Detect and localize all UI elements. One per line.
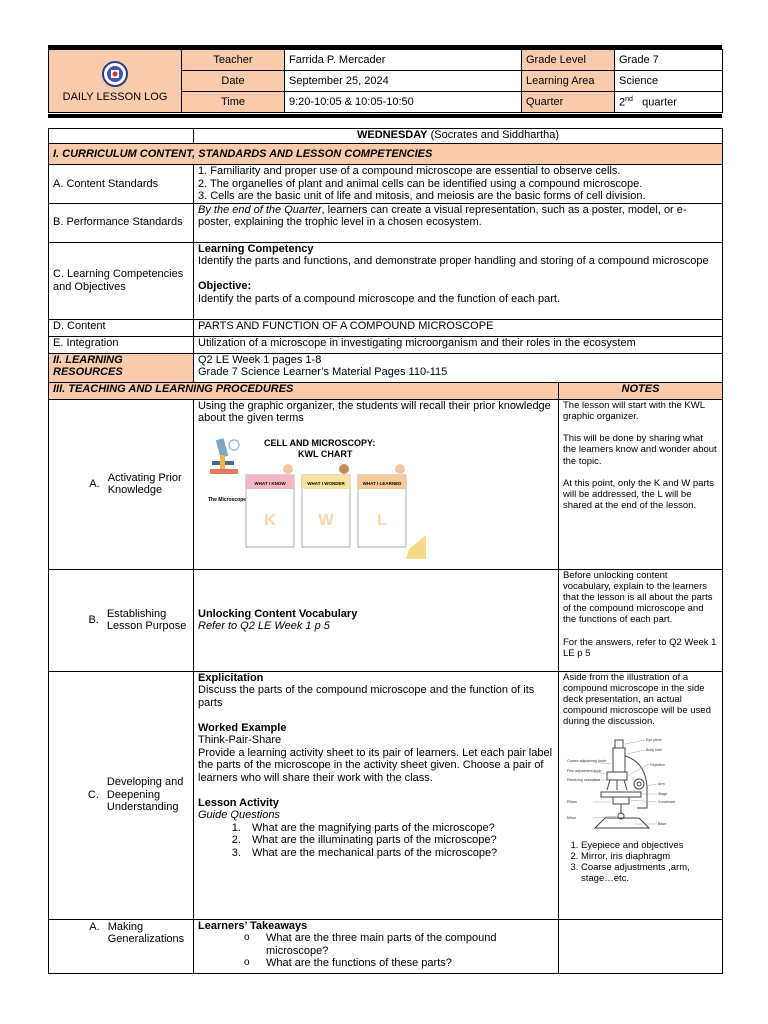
date-label: Date bbox=[182, 71, 285, 92]
diagram-label-mirror: Mirror bbox=[567, 815, 577, 820]
generalizations-label-cell: A. Making Generalizations bbox=[49, 919, 194, 973]
kwl-col-l: WHAT I LEARNED bbox=[362, 480, 402, 486]
guide-question: 3. What are the mechanical parts of the microscope? bbox=[244, 847, 554, 860]
activating-notes: The lesson will start with the KWL graphic organizer. This will be done by sharing what the learners know and wonder about the topic. At this point, only the K and W parts will be addressed, the L will be shared at the end of the lesson. bbox=[559, 399, 723, 569]
diagram-label-nosepiece: Revolving nosepiece bbox=[567, 777, 601, 782]
time-value: 9:20-10:05 & 10:05-10:50 bbox=[285, 92, 522, 113]
kwl-title-1: CELL AND MICROSCOPY: bbox=[264, 437, 376, 448]
takeaway-item: o What are the functions of these parts? bbox=[244, 957, 554, 970]
developing-notes: Aside from the illustration of a compound microscope in the side deck presentation, an actual compound microscope will be used during the discussion. Eye piece Body tube Coarse adjustment knob Fine adjustment knob Revolving nosepiece Objective Arm Stage Condenser Pillars Mirror Base 1. Eyepiece and objectives 2. Mirror, iris diaphragm 3. Coarse adjustments ,arm, stage…etc. bbox=[559, 671, 723, 919]
section-two-heading: II. LEARNING RESOURCES bbox=[49, 353, 194, 382]
competencies-label: C. Learning Competencies and Objectives bbox=[49, 242, 194, 319]
character-icon bbox=[283, 464, 293, 474]
guide-question: 2. What are the illuminating parts of the microscope? bbox=[244, 834, 554, 847]
area-value: Science bbox=[615, 71, 723, 92]
integration-text: Utilization of a microscope in investigating microorganism and their roles in the ecosystem bbox=[194, 336, 723, 353]
header-table bbox=[48, 49, 723, 113]
kwl-col-w: WHAT I WONDER bbox=[307, 480, 345, 486]
activating-label: Activating Prior Knowledge bbox=[107, 471, 182, 496]
diagram-label-base: Base bbox=[658, 821, 667, 826]
guide-question: 1. What are the magnifying parts of the microscope? bbox=[244, 822, 554, 835]
diagram-label-eyepiece: Eye piece bbox=[646, 737, 662, 742]
performance-standards-text: By the end of the Quarter, learners can create a visual representation, such as a poster, model, or e-poster, explaining the trophic level in a chosen ecosystem. bbox=[194, 203, 723, 242]
generalizations-label: Making Generalizations bbox=[107, 920, 185, 945]
takeaway-item: o What are the three main parts of the compound microscope? bbox=[244, 932, 554, 957]
establishing-content: Unlocking Content Vocabulary Refer to Q2 LE Week 1 p 5 bbox=[194, 569, 559, 671]
content-standards-label: A. Content Standards bbox=[49, 165, 194, 204]
content-label: D. Content bbox=[49, 319, 194, 336]
developing-label: Developing and Deepening Understanding bbox=[106, 776, 184, 814]
generalizations-content: Learners’ Takeaways o What are the three main parts of the compound microscope? o What are the functions of these parts? bbox=[194, 919, 559, 973]
grade-label: Grade Level bbox=[522, 50, 615, 71]
section-one-heading: I. CURRICULUM CONTENT, STANDARDS AND LESSON COMPETENCIES bbox=[49, 144, 723, 165]
section-three-heading: III. TEACHING AND LEARNING PROCEDURES bbox=[49, 382, 559, 399]
establishing-notes: Before unlocking content vocabulary, explain to the learners that the lesson is all about the parts of the compound microscope and the functions of each part. For the answers, refer to Q2 Week 1 LE p 5 bbox=[559, 569, 723, 671]
kwl-big-l: L bbox=[377, 511, 387, 529]
guide-questions-list bbox=[198, 822, 554, 860]
performance-standards-label: B. Performance Standards bbox=[49, 203, 194, 242]
kwl-big-w: W bbox=[318, 511, 334, 529]
developing-content: Explicitation Discuss the parts of the compound microscope and the function of its parts Worked Example Think-Pair-Share Provide a learning activity sheet to its pair of learners. Let each pair label the parts of the microscope in the activity sheet given. Choose a pair of learners who will share their work with the class. Lesson Activity Guide Questions 1. What are the magnifying parts of the microscope? 2. What are the illuminating parts of the microscope? 3. What are the mechanical parts of the microscope? bbox=[194, 671, 559, 919]
resources-text: Q2 LE Week 1 pages 1-8 Grade 7 Science Learner’s Material Pages 110-115 bbox=[194, 353, 723, 382]
microscope-diagram-icon bbox=[565, 736, 677, 838]
integration-label: E. Integration bbox=[49, 336, 194, 353]
grade-value: Grade 7 bbox=[615, 50, 723, 71]
day-heading: WEDNESDAY (Socrates and Siddhartha) bbox=[194, 129, 723, 144]
date-value: September 25, 2024 bbox=[285, 71, 522, 92]
kwl-title-2: KWL CHART bbox=[298, 448, 353, 459]
kwl-big-k: K bbox=[264, 511, 276, 529]
quarter-label: Quarter bbox=[522, 92, 615, 113]
time-label: Time bbox=[182, 92, 285, 113]
kwl-chart-illustration bbox=[204, 433, 426, 559]
kwl-side-label: The Microscope bbox=[208, 496, 247, 503]
character-icon bbox=[339, 464, 349, 474]
diagram-label-coarse: Coarse adjustment knob bbox=[567, 758, 606, 763]
diagram-label-fine: Fine adjustment knob bbox=[567, 768, 602, 773]
notes-heading: NOTES bbox=[559, 382, 723, 399]
teacher-value: Farrida P. Mercader bbox=[285, 50, 522, 71]
lesson-table bbox=[48, 128, 723, 974]
content-text: PARTS AND FUNCTION OF A COMPOUND MICROSCOPE bbox=[194, 319, 723, 336]
header-bottom-rule bbox=[48, 114, 722, 118]
area-label: Learning Area bbox=[522, 71, 615, 92]
activating-label-cell: A. Activating Prior Knowledge bbox=[49, 399, 194, 569]
developing-notes-list: 1. Eyepiece and objectives 2. Mirror, iris diaphragm 3. Coarse adjustments ,arm, stage…etc. bbox=[563, 840, 718, 885]
diagram-label-pillars: Pillars bbox=[567, 799, 577, 804]
deped-seal-icon bbox=[102, 59, 128, 89]
diagram-label-arm: Arm bbox=[658, 781, 665, 786]
diagram-label-body-tube: Body tube bbox=[646, 747, 663, 752]
establishing-label-cell: B. Establishing Lesson Purpose bbox=[49, 569, 194, 671]
activating-content: Using the graphic organizer, the students will recall their prior knowledge about the given terms CELL AND MICROSCOPY: KWL CHART The Microscope WHAT I KNOW K WHAT I WONDER W WHAT I LEARNED L bbox=[194, 399, 559, 569]
developing-label-cell: C. Developing and Deepening Understanding bbox=[49, 671, 194, 919]
header-title-cell bbox=[49, 50, 182, 113]
content-standards-text: 1. Familiarity and proper use of a compound microscope are essential to observe cells. 2. The organelles of plant and animal cells can be identified using a compound microscope. 3. Cells are the basic unit of life and mitosis, and meiosis are the basic forms of cell division. bbox=[194, 165, 723, 204]
doc-title: DAILY LESSON LOG bbox=[62, 90, 168, 103]
establishing-label: Establishing Lesson Purpose bbox=[106, 607, 187, 632]
diagram-label-objective: Objective bbox=[650, 762, 665, 767]
generalizations-notes bbox=[559, 919, 723, 973]
quarter-value: 2nd quarter bbox=[615, 92, 723, 113]
character-icon bbox=[395, 464, 405, 474]
takeaway-list bbox=[198, 932, 554, 970]
diagram-label-condenser: Condenser bbox=[658, 799, 676, 804]
teacher-label: Teacher bbox=[182, 50, 285, 71]
diagram-label-stage: Stage bbox=[658, 791, 668, 796]
kwl-col-k: WHAT I KNOW bbox=[254, 480, 286, 486]
competencies-text: Learning Competency Identify the parts and functions, and demonstrate proper handling and storing of a compound microscope Objective: Identify the parts of a compound microscope and the function of each part. bbox=[194, 242, 723, 319]
